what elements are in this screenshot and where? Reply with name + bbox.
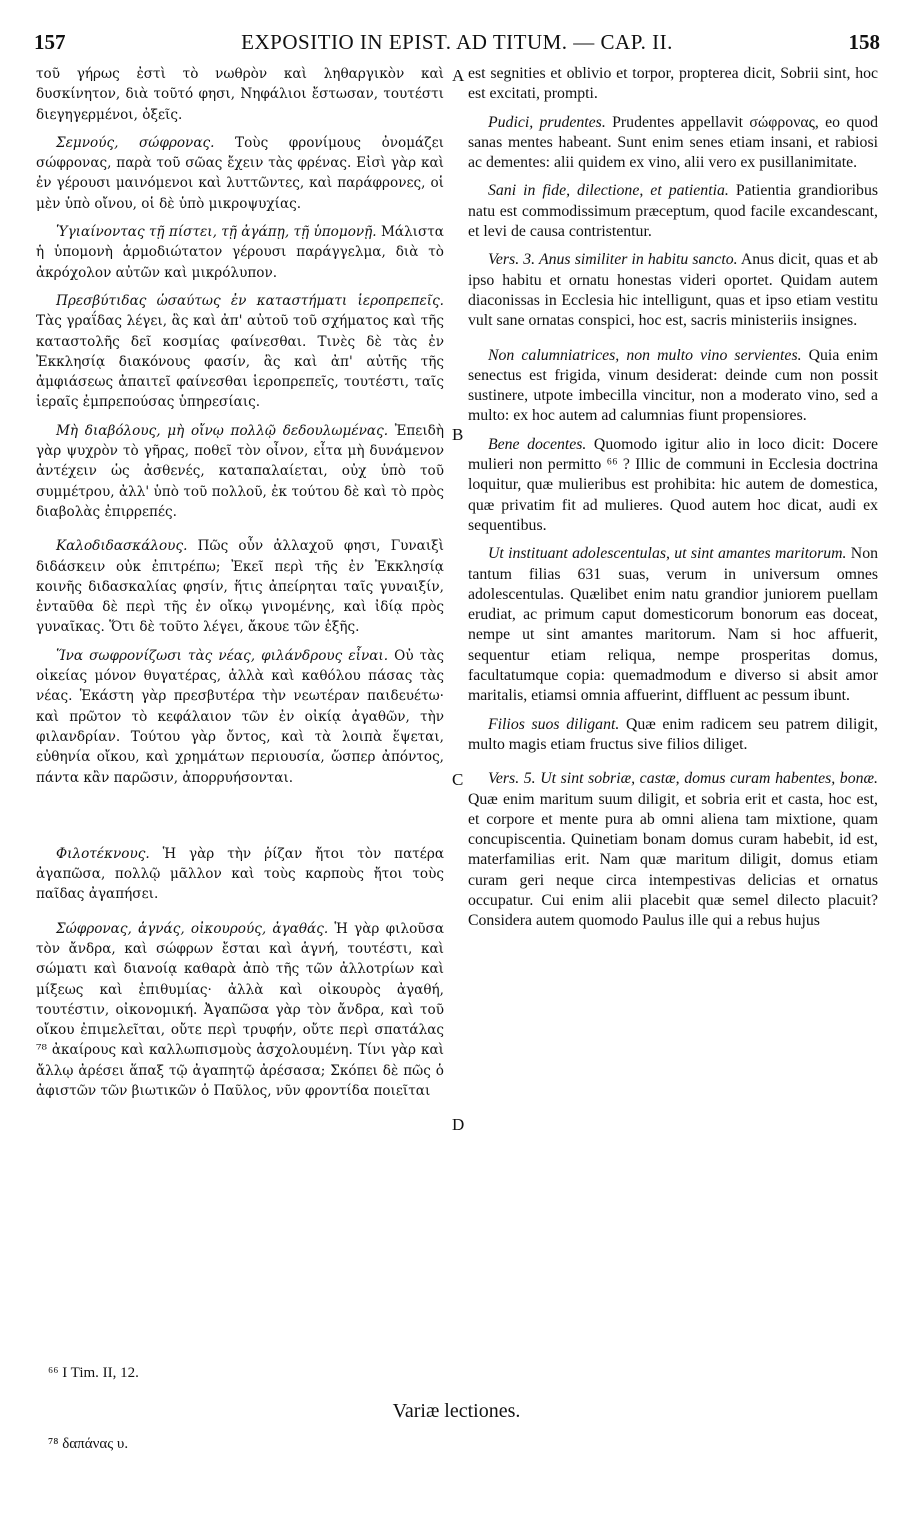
greek-paragraph: Σεμνούς, σώφρονας. Τοὺς φρονίμους ὀνομάζει σώφρονας, παρὰ τοῦ σῶας ἔχειν τὰς φρένας. Εἰσὶ γὰρ καὶ ἐν γέρουσι μαινόμενοι καὶ λυττῶντες, καὶ παράφρονες, οἱ μὲν ὑπὸ οἴνου, οἱ δὲ ὑπὸ μικροψυχίας. [36, 134, 444, 212]
margin-letter-c: C [452, 770, 464, 789]
margin-letter-b: B [452, 425, 464, 444]
page-number-left: 157 [34, 30, 66, 54]
footnote-66: ⁶⁶ I Tim. II, 12. [48, 1365, 139, 1381]
running-title: EXPOSITIO IN EPIST. AD TITUM. — CAP. II. [241, 30, 673, 54]
greek-paragraph: Φιλοτέκνους. Ἡ γὰρ τὴν ῥίζαν ἤτοι τὸν πατέρα ἀγαπῶσα, πολλῷ μᾶλλον καὶ τοὺς καρποὺς ἤτοι τοὺς παῖδας ἀγαπήσει. [36, 845, 444, 903]
variae-lectiones-heading: Variæ lectiones. [392, 1400, 521, 1422]
greek-column [36, 64, 444, 1101]
running-header [34, 30, 880, 60]
greek-paragraph: Ἵνα σωφρονίζωσι τὰς νέας, φιλάνδρους εἶναι. Οὐ τὰς οἰκείας μόνον θυγατέρας, ἀλλὰ καὶ καθόλου πάσας τὰς νέας. Ἑκάστη γὰρ πρεσβυτέρα τὴν νεωτέραν παιδευέτω· καὶ πρῶτον τὸ κεφάλαιον τῶν ἐν οἰκίᾳ ἀγαθῶν, τὴν φιλανδρίαν. Τούτου γὰρ ὄντος, καὶ τὰ λοιπὰ ἕψεται, εὐθηνία οἴκου, καὶ χρημάτων περιουσία, ὥσπερ ἀπόντος, πάντα κἂν παρῶσιν, ἀπορρυήσονται. [36, 647, 444, 786]
latin-paragraph: Bene docentes. Quomodo igitur alio in loco dicit: Docere mulieri non permitto ⁶⁶ ? Illic de communi in Ecclesia doctrina loquitur, quæ mulieribus est prohibita: hic autem de domestica, quæ privatim fit ad mulieres. Quod autem hoc dicat, audi ex sequentibus. [468, 435, 878, 534]
page-number-right: 158 [848, 30, 880, 54]
footnote-78: ⁷⁸ δαπάνας υ. [48, 1436, 129, 1452]
margin-letter-d: D [452, 1115, 465, 1134]
greek-paragraph: Ὑγιαίνοντας τῇ πίστει, τῇ ἀγάπῃ, τῇ ὑπομονῇ. Μάλιστα ἡ ὑπομονὴ ἁρμοδιώτατον γέρουσι παράγγελμα, διὰ τὸ ἀκρόχολον αὐτῶν καὶ μικρόλυπον. [36, 224, 444, 281]
latin-paragraph: est segnities et oblivio et torpor, propterea dicit, Sobrii sint, hoc est excitati, prompti. [468, 65, 878, 103]
latin-paragraph: Pudici, prudentes. Prudentes appellavit σώφρονας, eo quod sanas mentes habeant. Sunt enim senes etiam insani, et rabiosi ac dementes: alii quidem ex vino, alii vero ex pusillanimitate. [468, 113, 878, 172]
latin-paragraph: Sani in fide, dilectione, et patientia. Patientia grandioribus natu est commodissimum præceptum, quod facile excandescant, et levi de causa contristentur. [468, 182, 878, 241]
latin-paragraph: Filios suos diligant. Quæ enim radicem seu patrem diligit, multo magis etiam fructus sive filios diliget. [468, 715, 878, 753]
greek-paragraph: Καλοδιδασκάλους. Πῶς οὖν ἀλλαχοῦ φησι, Γυναιξὶ διδάσκειν οὐκ ἐπιτρέπω; Ἐκεῖ περὶ τῆς ἐν Ἐκκλησίᾳ κοινῆς διδασκαλίας φησίν, ἥτις ἀπείρηται ταῖς γυναιξίν, ἐνταῦθα δὲ περὶ τῆς ἐν οἴκῳ γινομένης, καὶ ἰδίᾳ πρὸς γυναῖκας. Ὅτι δὲ τοῦτο λέγει, ἄκουε τῶν ἑξῆς. [36, 538, 444, 636]
greek-paragraph: τοῦ γήρως ἐστὶ τὸ νωθρὸν καὶ ληθαργικὸν καὶ δυσκίνητον, διὰ τοῦτό φησι, Νηφάλιοι ἔστωσαν, τουτέστι διεγηγερμένοι, ὀξεῖς. [36, 66, 444, 123]
latin-paragraph: Vers. 5. Ut sint sobriæ, castæ, domus curam habentes, bonæ. Quæ enim maritum suum diligit, et sobria erit et casta, hoc est, et corpore et mente pura ab omni aliena tam mixtione, quam concupiscentia. Quinetiam bonam domus curam habebit, id est, materfamilias erit. Nam quæ maritum diligit, domus etiam curam geri neque circa intempestivas delicias et ornatus occupatur. Cui enim alii placebit quæ semel dilecto placuit? Considera autem quomodo Paulus ille qui a rebus hujus [468, 770, 878, 930]
latin-paragraph: Non calumniatrices, non multo vino servientes. Quia enim senectus est frigida, vinum desiderat: deinde cum non possit sustinere, utpote imbecilla vincitur, non a moderato vino, sed a multo: ex hoc autem ad calumnias fiunt propensiores. [468, 346, 878, 425]
greek-paragraph: Σώφρονας, ἁγνάς, οἰκουρούς, ἀγαθάς. Ἡ γὰρ φιλοῦσα τὸν ἄνδρα, καὶ σώφρων ἔσται καὶ ἁγνή, τουτέστι, καὶ σώματι καὶ διανοίᾳ καθαρὰ ἀπὸ τῆς τῶν ἀλλοτρίων καὶ μίξεως καὶ ἐπιθυμίας· ἀλλὰ καὶ οἰκουρὸς ἀγαθή, τουτέστιν, οἰκονομική. Ἀγαπῶσα γὰρ τὸν ἄνδρα, καὶ τοῦ οἴκου ἐπιμελεῖται, οὔτε περὶ τρυφήν, οὔτε περὶ σπατάλας ⁷⁸ ἀκαίρους καὶ καλλωπισμοὺς ἀσχολουμένη. Τίνι γὰρ καὶ ἄλλῳ ἀρέσει ἅπαξ τῷ ἀγαπητῷ ἀρέσασα; Σκόπει δὲ πῶς ὁ ἀφιστῶν τῶν βιωτικῶν ὁ Παῦλος, νῦν φροντίδα ποιεῖται [36, 920, 445, 1100]
latin-paragraph: Vers. 3. Anus similiter in habitu sancto. Anus dicit, quas et ab ipso habitu et ornatu honestas videri oportet. Quidam autem diaconissas in Ecclesia hic intelligunt, quas et ipso etiam vestitu vult sane ornatas conspici, hoc est, sacris ministeriis insignes. [468, 251, 878, 330]
latin-column [468, 64, 878, 932]
greek-paragraph: Πρεσβύτιδας ὡσαύτως ἐν καταστήματι ἱεροπρεπεῖς. Τὰς γραΐδας λέγει, ἃς καὶ ἀπ' αὐτοῦ τοῦ σχήματος καὶ τῆς καταστολῆς δεῖ κοσμίας φαίνεσθαι. Τινὲς δὲ τὰς ἐν Ἐκκλησίᾳ διακόνους φασίν, ἃς καὶ ἀπ' αὐτῆς τῆς ἀμφιάσεως ἀπαιτεῖ φαίνεσθαι ἱεροπρεπεῖς, τουτέστι, ταῖς ἱεραῖς ἐμπρεπούσας ὑπηρεσίαις. [36, 292, 444, 411]
margin-letter-a: A [452, 66, 465, 85]
greek-paragraph: Μὴ διαβόλους, μὴ οἴνῳ πολλῷ δεδουλωμένας. Ἐπειδὴ γὰρ ψυχρὸν τὸ γῆρας, ποθεῖ τὸν οἶνον, εἶτα μὴ δυνάμενον ἀντέχειν ὡς ἀσθενές, καταπαλαίεται, οὐχ ὑπὸ τοῦ συμμέτρου, ἀλλ' ὑπὸ τοῦ πολλοῦ, ἐκ τούτου δὲ καὶ τὸ πρὸς διαβολὰς ἐπιρρεπές. [36, 422, 444, 520]
latin-paragraph: Ut instituant adolescentulas, ut sint amantes maritorum. Non tantum filias 631 suas, verum in universum omnes adolescentulas. Quælibet enim natu grandior juniorem puellam erudiat, ac primum caput domesticorum bonorum eas doceat, nempe ut sint amantes maritorum. Nam si hoc affuerit, sequentur etiam reliqua, nempe prosperitas domus, facultatumque copia: quemadmodum e diverso si absit amor maritalis, etiamsi omnia affuerint, diffluent ac pessum ibunt. [468, 545, 879, 705]
